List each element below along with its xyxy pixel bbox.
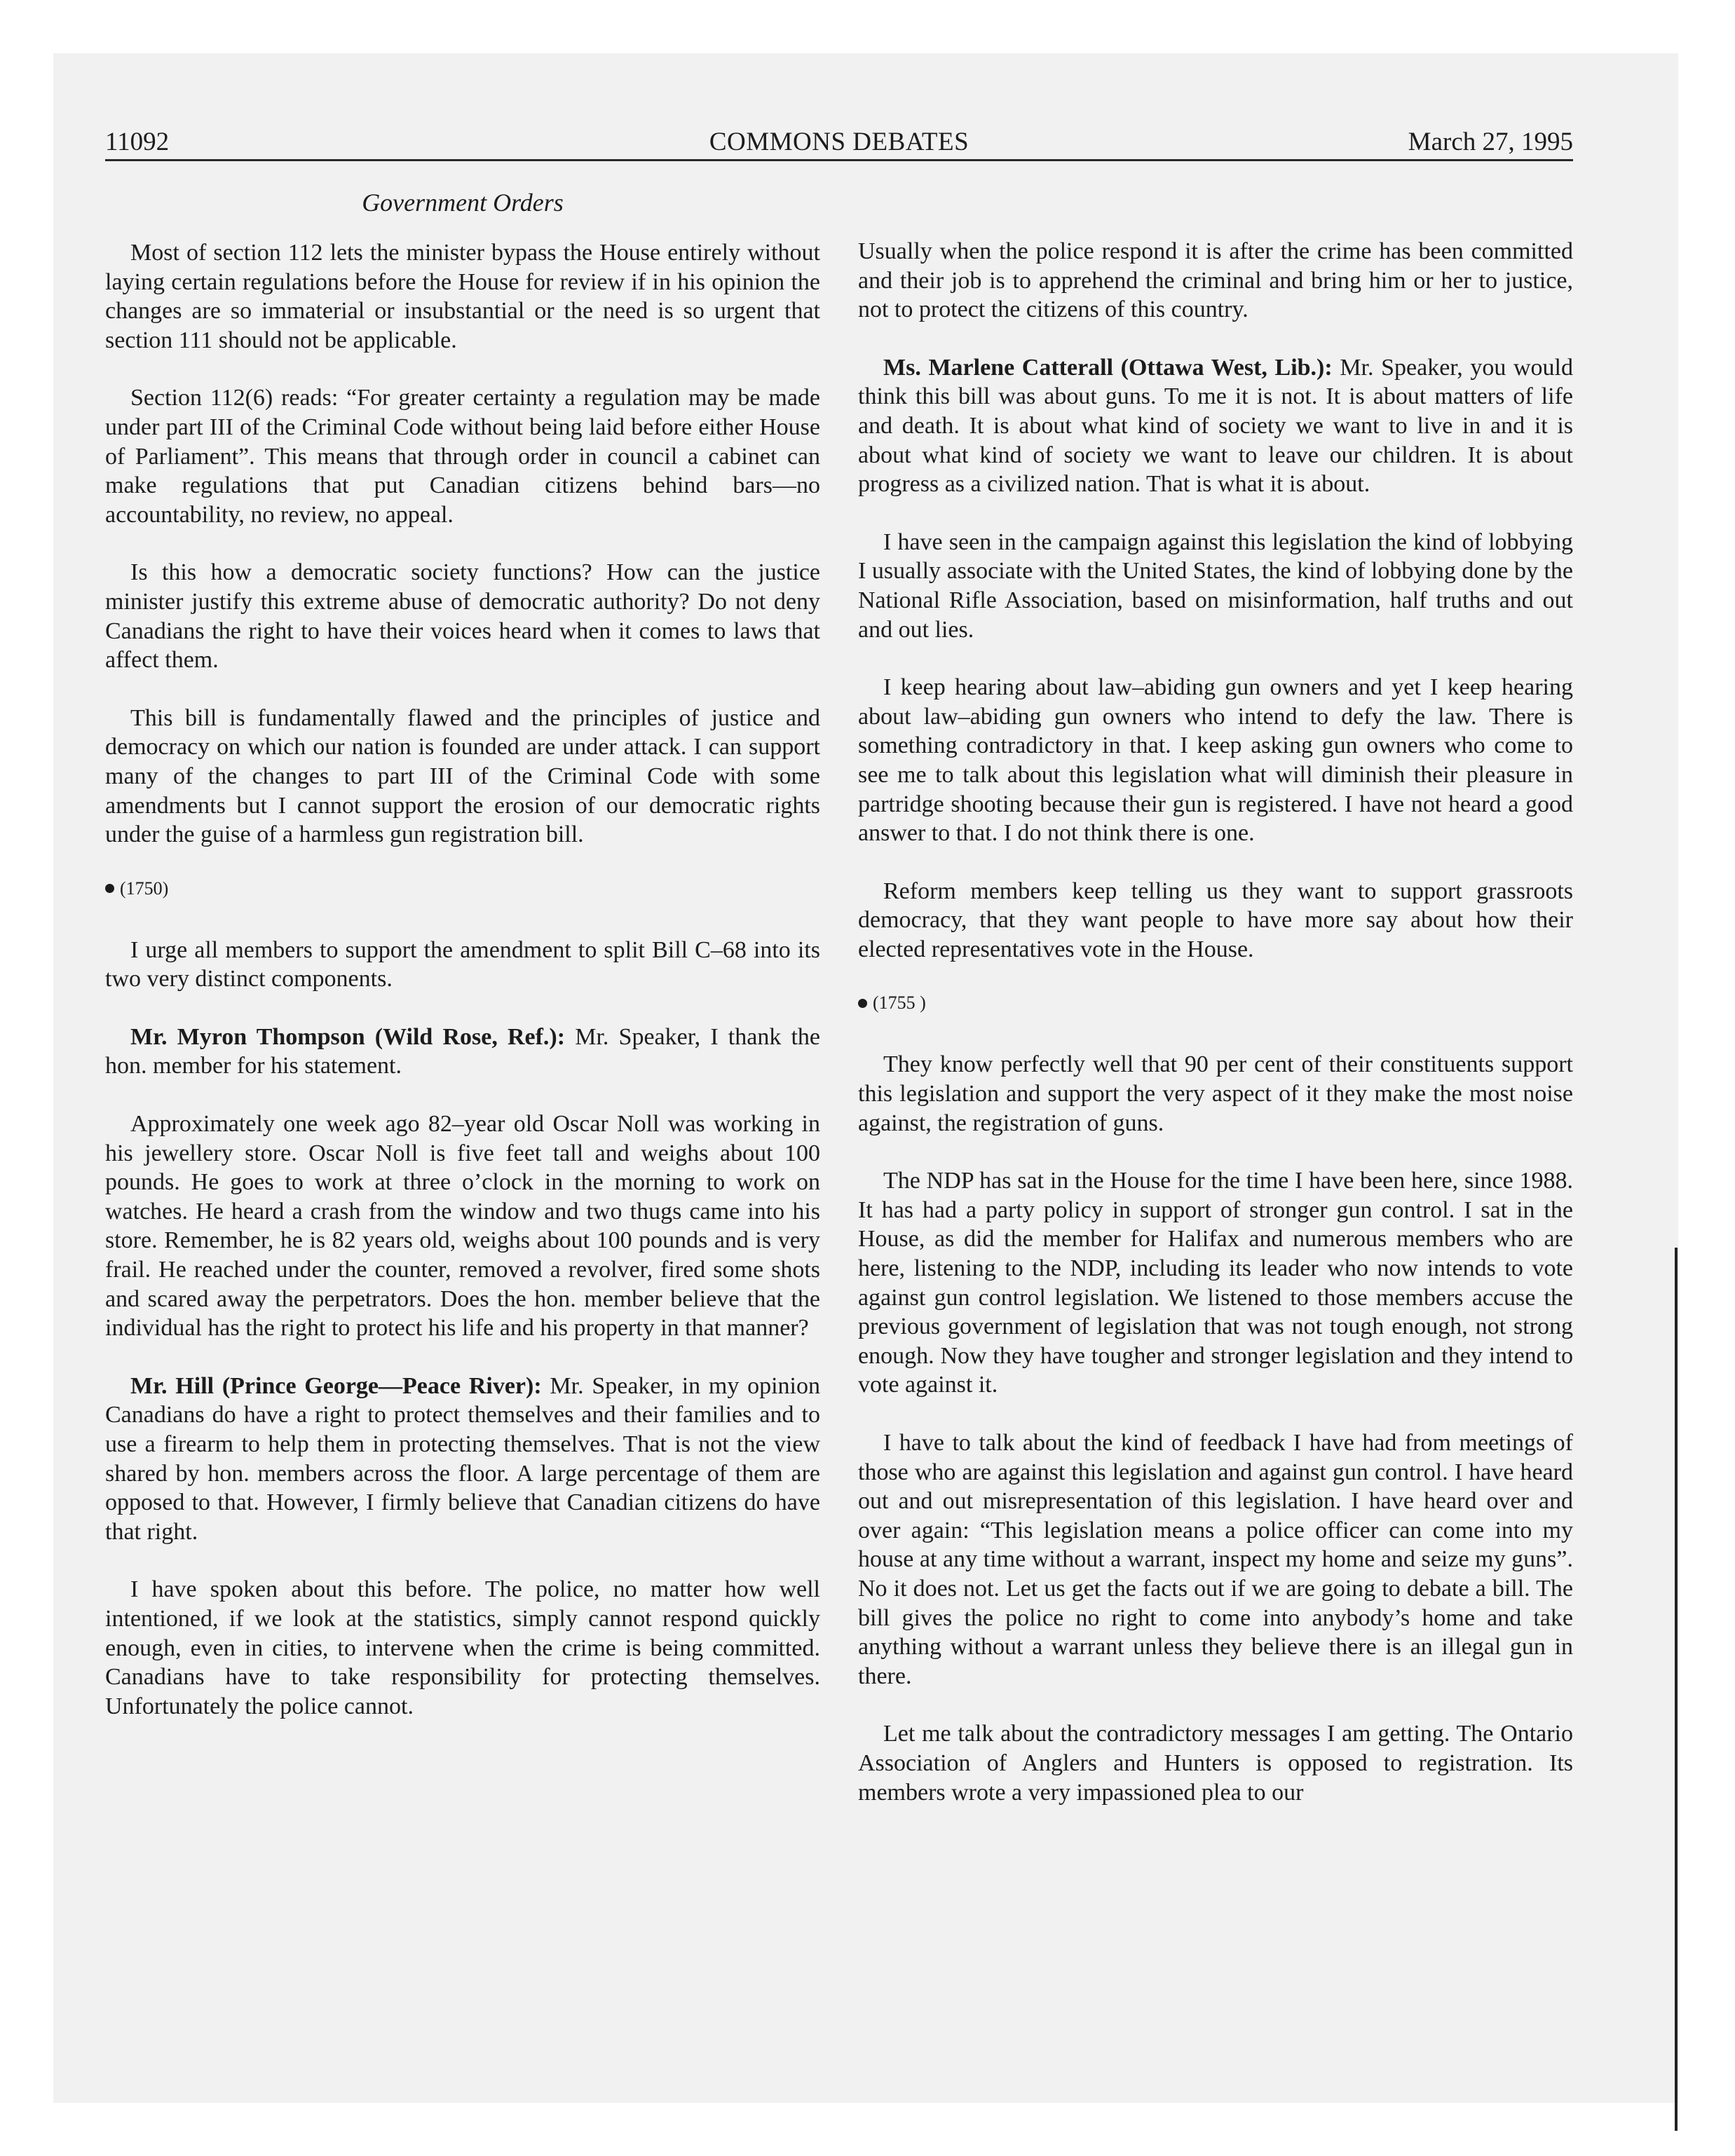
speech-text: Mr. Speaker, in my opinion Canadians do have a right to protect themselves and their families and to use a firearm to help them in protecting themselves. That is not the view shared by hon. members across the floor. A large percentage of them are opposed to that. However, I firmly believe that Canadian citizens do have that right.	[105, 1372, 820, 1545]
speaker-name: Mr. Hill (Prince George—Peace River):	[130, 1372, 542, 1399]
time-marker-text: (1755 )	[873, 992, 926, 1014]
paragraph: Most of section 112 lets the minister bypass the House entirely without laying certain regulations before the House for review if in his opinion the changes are so immaterial or insubstantial or the need is so urgent that section 111 should not be applicable.	[105, 240, 820, 353]
scan-edge-line	[1675, 1248, 1678, 2131]
paragraph: Usually when the police respond it is after the crime has been committed and their job is to apprehend the criminal and bring him or her to justice, not to protect the citizens of this country.	[858, 238, 1573, 323]
paragraph: Is this how a democratic society functions? How can the justice minister justify this extreme abuse of democratic authority? Do not deny Canadians the right to have their voices heard when it comes to laws that affect them.	[105, 559, 820, 674]
header-rule	[105, 159, 1573, 161]
speech-text: Mr. Speaker, you would think this bill was about guns. To me it is not. It is about matters of life and death. It is about what kind of society we want to live in and it is about what kind of society we want to leave our children. It is about progress as a civilized nation. That is what it is about.	[858, 354, 1573, 498]
paragraph: I have to talk about the kind of feedback I have had from meetings of those who are against this legislation and against gun control. I have heard out and out misrepresentation of this legislation. I have heard over and over again: “This legislation means a police officer can come into my house at any time without a warrant, inspect my home and seize my guns”. No it does not. Let us get the facts out if we are going to debate a bill. The bill gives the police no right to come into anybody’s home and take anything without a warrant unless they believe there is an illegal gun in there.	[858, 1430, 1573, 1689]
paragraph: Section 112(6) reads: “For greater certainty a regulation may be made under part III of the Criminal Code without being laid before either House of Parliament”. This means that through order in council a cabinet can make regulations that put Canadian citizens behind bars—no accountability, no review, no appeal.	[105, 385, 820, 528]
paragraph: The NDP has sat in the House for the time I have been here, since 1988. It has had a party policy in support of stronger gun control. I sat in the House, as did the member for Halifax and numerous members who are here, listening to the NDP, including its leader who now intends to vote against gun control legislation. We listened to those members accuse the previous government of legislation that was not tough enough, not strong enough. Now they have tougher and stronger legislation and they intend to vote against it.	[858, 1168, 1573, 1398]
paragraph: I have seen in the campaign against this legislation the kind of lobbying I usually associate with the United States, the kind of lobbying done by the National Rifle Association, based on misinformation, half truths and out and out lies.	[858, 528, 1573, 643]
journal-title: COMMONS DEBATES	[709, 128, 969, 156]
time-marker	[105, 878, 820, 899]
paragraph: Let me talk about the contradictory messages I am getting. The Ontario Association of Anglers and Hunters is opposed to registration. Its members wrote a very impassioned plea to our	[858, 1721, 1573, 1806]
time-marker	[858, 992, 1573, 1014]
issue-date: March 27, 1995	[1408, 128, 1573, 156]
right-column	[858, 237, 1573, 1954]
speech-text: Mr. Speaker, I thank the hon. member for his statement.	[105, 1023, 820, 1079]
bullet-icon	[105, 884, 114, 893]
paragraph: This bill is fundamentally flawed and the principles of justice and democracy on which our nation is founded are under attack. I can support many of the changes to part III of the Criminal Code with some amendments but I cannot support the erosion of our democratic rights under the guise of a harmless gun registration bill.	[105, 704, 820, 848]
speaker-name: Mr. Myron Thompson (Wild Rose, Ref.):	[130, 1023, 566, 1050]
speech-paragraph	[858, 353, 1573, 499]
paragraph: Approximately one week ago 82–year old Oscar Noll was working in his jewellery store. Oscar Noll is five feet tall and weighs about 100 pounds. He goes to work at three o’clock in the morning to work on watches. He heard a crash from the window and two thugs came into his store. Remember, he is 82 years old, weighs about 100 pounds and is very frail. He reached under the counter, removed a revolver, fired some shots and scared away the perpetrators. Does the hon. member believe that the individual has the right to protect his life and his property in that manner?	[105, 1111, 820, 1342]
time-marker-text: (1750)	[120, 878, 169, 899]
paragraph: Reform members keep telling us they want to support grassroots democracy, that they want people to have more say about how their elected representatives vote in the House.	[858, 878, 1573, 962]
paragraph: I keep hearing about law–abiding gun owners and yet I keep hearing about law–abiding gun owners who intend to defy the law. There is something contradictory in that. I keep asking gun owners who come to see me to talk about this legislation what will diminish their pleasure in partridge shooting because their gun is registered. I have not heard a good answer to that. I do not think there is one.	[858, 674, 1573, 847]
bullet-icon	[858, 999, 867, 1008]
section-label: Government Orders	[362, 189, 564, 217]
paragraph: They know perfectly well that 90 per cent of their constituents support this legislation and support the very aspect of it they make the most noise against, the registration of guns.	[858, 1051, 1573, 1136]
speech-paragraph	[105, 1023, 820, 1081]
speech-paragraph	[105, 1372, 820, 1547]
paragraph: I have spoken about this before. The police, no matter how well intentioned, if we look at the statistics, simply cannot respond quickly enough, even in cities, to intervene when the crime is being committed. Canadians have to take responsibility for protecting themselves. Unfortunately the police cannot.	[105, 1576, 820, 1719]
left-column	[105, 238, 820, 1956]
speaker-name: Ms. Marlene Catterall (Ottawa West, Lib.):	[883, 354, 1333, 381]
page-header	[105, 116, 1573, 161]
paragraph: I urge all members to support the amendment to split Bill C–68 into its two very distinct components.	[105, 936, 820, 992]
page-number: 11092	[105, 128, 170, 156]
